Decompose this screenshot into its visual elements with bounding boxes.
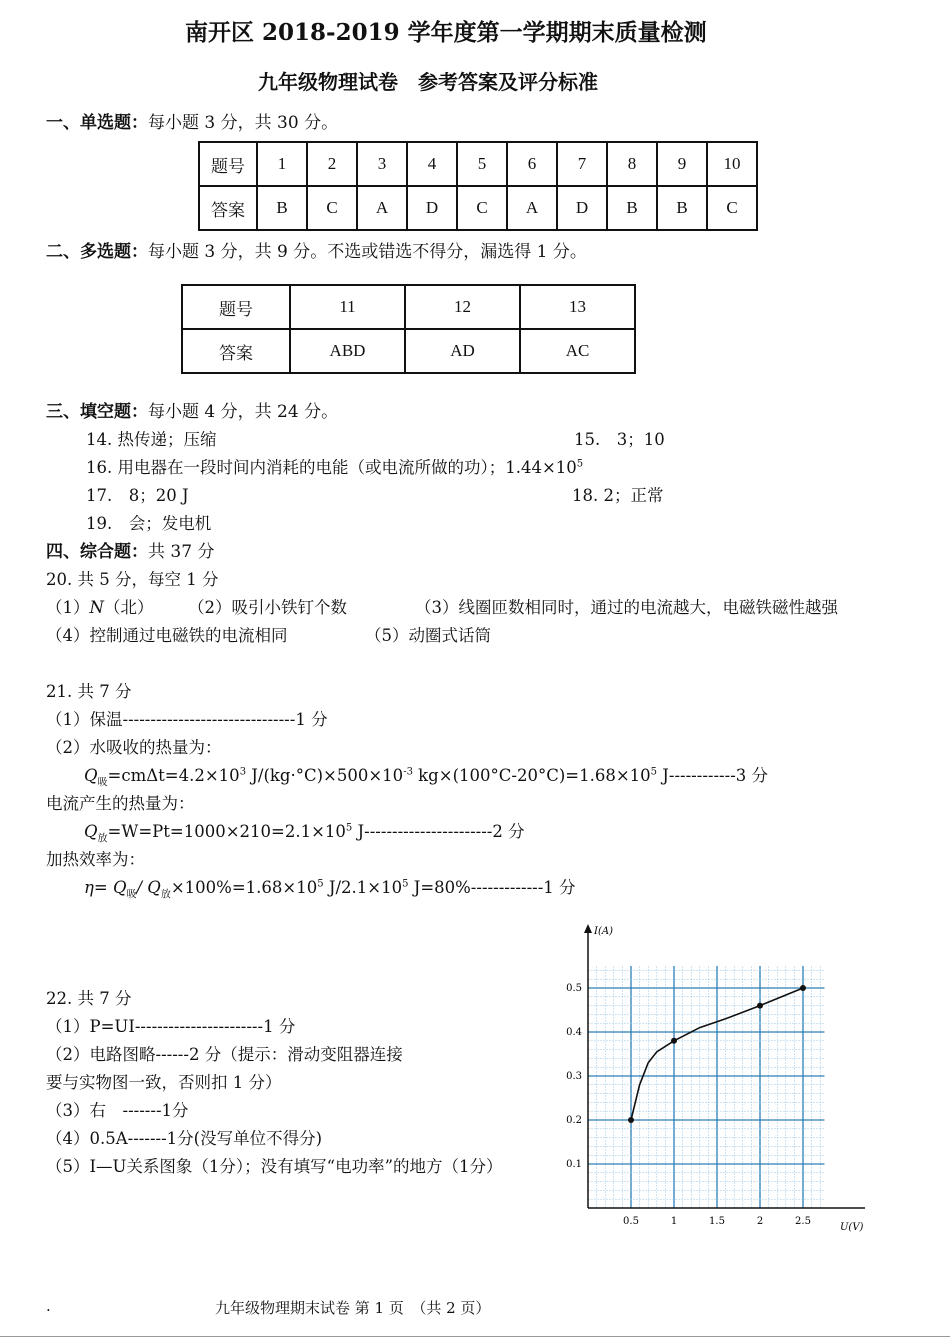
table-cell: 13 xyxy=(520,285,635,329)
table-row-questions xyxy=(182,285,635,329)
q22-answer-3: （3）右 -------1分 xyxy=(46,1101,189,1120)
table-cell: 1 xyxy=(257,142,307,186)
q22-answer-2a: （2）电路图略------2 分（提示：滑动变阻器连接 xyxy=(46,1045,403,1064)
y-tick-label: 0.3 xyxy=(566,1071,582,1082)
q20-answer-3: （3）线圈匝数相同时，通过的电流越大，电磁铁磁性越强 xyxy=(415,598,838,617)
table-cell: AD xyxy=(405,329,520,373)
table-cell: B xyxy=(657,186,707,230)
q20-answer-1: （1）N（北） xyxy=(46,598,154,617)
table-cell: C xyxy=(307,186,357,230)
y-tick-label: 0.4 xyxy=(566,1027,582,1038)
q21-answer-2: （2）水吸收的热量为： xyxy=(46,738,222,757)
section2-heading: 二、多选题：每小题 3 分，共 9 分。不选或错选不得分，漏选得 1 分。 xyxy=(46,242,587,262)
table-cell: D xyxy=(407,186,457,230)
table-cell: B xyxy=(607,186,657,230)
table-cell: B xyxy=(257,186,307,230)
table-row-questions xyxy=(199,142,757,186)
answer-19: 19. 会；发电机 xyxy=(86,514,212,533)
table-cell: 4 xyxy=(407,142,457,186)
q20-answer-2: （2）吸引小铁钉个数 xyxy=(188,598,347,617)
footer-page-info: 九年级物理期末试卷 第 1 页 （共 2 页） xyxy=(215,1299,491,1317)
q20-heading: 20. 共 5 分，每空 1 分 xyxy=(46,570,219,589)
q22-answer-1: （1）P=UI-----------------------1 分 xyxy=(46,1017,296,1036)
y-axis-label: I(A) xyxy=(594,926,613,937)
table-cell: 2 xyxy=(307,142,357,186)
table-row-answers xyxy=(182,329,635,373)
x-tick-label: 0.5 xyxy=(623,1216,639,1227)
iu-graph xyxy=(560,918,880,1238)
y-tick-label: 0.5 xyxy=(566,983,582,994)
data-point xyxy=(800,985,806,991)
table-cell: 答案 xyxy=(199,186,257,230)
table-cell: 11 xyxy=(290,285,405,329)
table-cell: 12 xyxy=(405,285,520,329)
q21-heat-label: 电流产生的热量为： xyxy=(46,794,195,813)
q22-answer-4: （4）0.5A-------1分(没写单位不得分) xyxy=(46,1129,323,1148)
q22-answer-2b: 要与实物图一致，否则扣 1 分） xyxy=(46,1073,282,1092)
q21-equation-3: $\eta= Q_吸/$ $Q_放\times 100\%=1.68\times 10^5$ $J/2.1\times 10^5$ J=80%-------------1 分 xyxy=(84,878,576,901)
footer-dot: . xyxy=(46,1297,51,1315)
q21-heading: 21. 共 7 分 xyxy=(46,682,132,701)
x-tick-label: 1 xyxy=(670,1216,678,1227)
x-tick-label: 2 xyxy=(756,1216,764,1227)
answer-15: 15. 3；10 xyxy=(574,430,665,449)
y-axis-arrow xyxy=(584,924,592,933)
q20-answer-5: （5）动圈式话筒 xyxy=(365,626,491,645)
table-cell: D xyxy=(557,186,607,230)
page-title: 南开区 2018-2019 学年度第一学期期末质量检测 xyxy=(185,19,707,46)
table-cell: ABD xyxy=(290,329,405,373)
answer-14: 14. 热传递；压缩 xyxy=(86,430,217,449)
table-cell: 9 xyxy=(657,142,707,186)
table-cell: 题号 xyxy=(182,285,290,329)
q22-answer-5: （5）I—U关系图象（1分）；没有填写“电功率”的地方（1分） xyxy=(46,1157,503,1176)
q22-heading: 22. 共 7 分 xyxy=(46,989,132,1008)
table-row-answers xyxy=(199,186,757,230)
table-cell: A xyxy=(357,186,407,230)
footer-rule xyxy=(0,1336,950,1337)
graph-grid xyxy=(588,966,825,1208)
table-cell: 7 xyxy=(557,142,607,186)
data-point xyxy=(757,1003,763,1009)
table-cell: 题号 xyxy=(199,142,257,186)
table-cell: A xyxy=(507,186,557,230)
x-tick-label: 2.5 xyxy=(795,1216,811,1227)
table-cell: 答案 xyxy=(182,329,290,373)
q21-equation-2: $Q_放=W=Pt=1000\times 210=2.1\times 10^5$ J-----------------------2 分 xyxy=(84,822,525,845)
q20-answer-4: （4）控制通过电磁铁的电流相同 xyxy=(46,626,288,645)
table-cell: 10 xyxy=(707,142,757,186)
x-axis-label: U(V) xyxy=(840,1222,864,1233)
table-cell: 8 xyxy=(607,142,657,186)
table-cell: 6 xyxy=(507,142,557,186)
table-cell: 5 xyxy=(457,142,507,186)
q21-efficiency-label: 加热效率为： xyxy=(46,850,145,869)
q21-equation-1: $Q_吸=cm\Delta t=4.2\times 10^3$ $J/(kg\cdot^\circ C)\times 500\times 10^{-3}$ $kg\times(100^\circ C-20^\circ C)=1.68\times 10^5$ J------------3 分 xyxy=(84,766,769,789)
x-tick-label: 1.5 xyxy=(709,1216,725,1227)
page-subtitle: 九年级物理试卷 参考答案及评分标准 xyxy=(258,70,598,94)
single-choice-table xyxy=(198,141,758,231)
multi-choice-table xyxy=(181,284,636,374)
y-tick-label: 0.1 xyxy=(566,1159,582,1170)
y-tick-label: 0.2 xyxy=(566,1115,582,1126)
data-point xyxy=(671,1038,677,1044)
answer-17: 17. 8；20 J xyxy=(86,486,189,505)
section1-heading: 一、单选题：每小题 3 分，共 30 分。 xyxy=(46,113,339,133)
table-cell: 3 xyxy=(357,142,407,186)
table-cell: C xyxy=(457,186,507,230)
table-cell: AC xyxy=(520,329,635,373)
section4-heading: 四、综合题：共 37 分 xyxy=(46,542,215,562)
section3-heading: 三、填空题：每小题 4 分，共 24 分。 xyxy=(46,402,339,422)
data-point xyxy=(628,1117,634,1123)
table-cell: C xyxy=(707,186,757,230)
answer-18: 18. 2；正常 xyxy=(572,486,664,505)
answer-16: 16. 用电器在一段时间内消耗的电能（或电流所做的功）；$1.44\times 10^5$ xyxy=(86,458,584,477)
q21-answer-1: （1）保温-------------------------------1 分 xyxy=(46,710,328,729)
